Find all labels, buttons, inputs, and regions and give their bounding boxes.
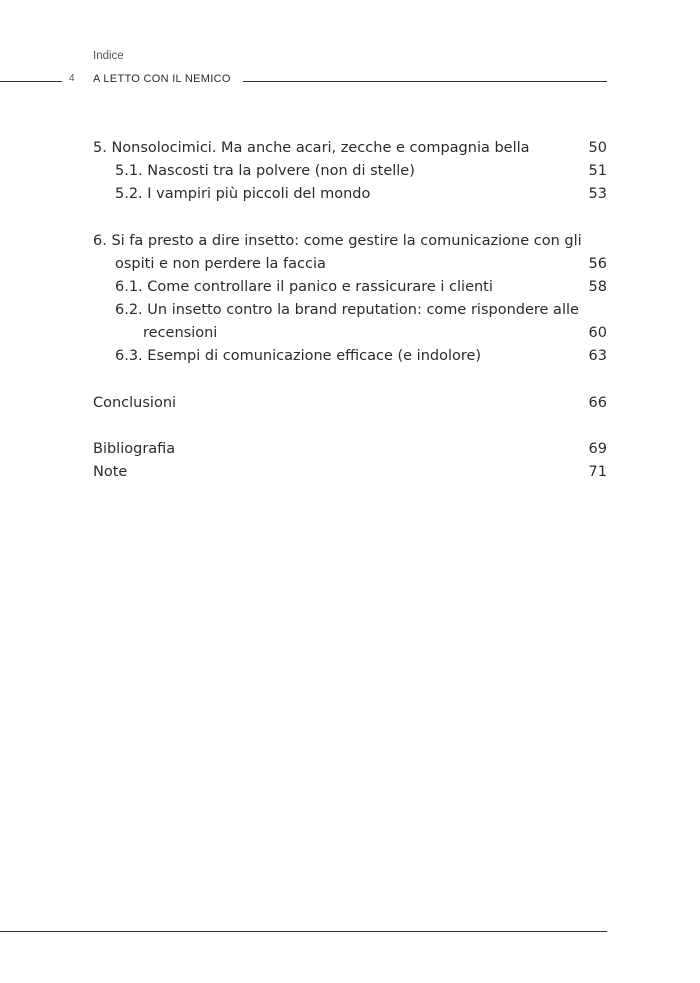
toc-entry-chapter-6[interactable] xyxy=(0,230,700,252)
toc-entry-section-6-1[interactable] xyxy=(0,276,700,298)
toc-entry-page: 58 xyxy=(588,279,607,295)
toc-entry-page: 71 xyxy=(588,464,607,480)
toc-entry-title: 6.2. Un insetto contro la brand reputation: come rispondere alle xyxy=(115,302,579,318)
toc-entry-page: 50 xyxy=(588,140,607,156)
header-rule-left xyxy=(0,81,62,82)
toc-entry-title: 6. Si fa presto a dire insetto: come gestire la comunicazione con gli xyxy=(93,233,582,249)
toc-entry-page: 66 xyxy=(588,395,607,411)
toc-entry-title: 5.1. Nascosti tra la polvere (non di stelle) xyxy=(115,163,415,179)
toc-entry-title: Note xyxy=(93,464,128,480)
footer-rule xyxy=(0,931,607,932)
toc-entry-notes[interactable] xyxy=(0,461,700,483)
page-number: 4 xyxy=(69,73,75,84)
toc-entry-title: Conclusioni xyxy=(93,395,177,411)
toc-entry-chapter-5[interactable] xyxy=(0,137,700,159)
toc-entry-title: 5.2. I vampiri più piccoli del mondo xyxy=(115,186,371,202)
toc-entry-section-6-2-cont[interactable] xyxy=(0,322,700,344)
toc-entry-section-5-1[interactable] xyxy=(0,160,700,182)
toc-entry-title: 5. Nonsolocimici. Ma anche acari, zecche e compagnia bella xyxy=(93,140,530,156)
toc-entry-page: 63 xyxy=(588,348,607,364)
header-rule-right xyxy=(243,81,607,82)
toc-entry-section-6-3[interactable] xyxy=(0,345,700,367)
toc-entry-title: Bibliografia xyxy=(93,441,176,457)
toc-entry-page: 60 xyxy=(588,325,607,341)
toc-entry-section-6-2[interactable] xyxy=(0,299,700,321)
running-header-section: Indice xyxy=(93,50,124,62)
toc-entry-bibliography[interactable] xyxy=(0,438,700,460)
running-header-title: A LETTO CON IL NEMICO xyxy=(93,73,231,85)
toc-entry-section-5-2[interactable] xyxy=(0,183,700,205)
toc-entry-title: recensioni xyxy=(143,325,218,341)
toc-entry-chapter-6-cont[interactable] xyxy=(0,253,700,275)
toc-entry-page: 53 xyxy=(588,186,607,202)
toc-entry-title: 6.3. Esempi di comunicazione efficace (e indolore) xyxy=(115,348,482,364)
toc-entry-title: 6.1. Come controllare il panico e rassicurare i clienti xyxy=(115,279,493,295)
toc-entry-page: 51 xyxy=(588,163,607,179)
toc-entry-page: 69 xyxy=(588,441,607,457)
toc-entry-page: 56 xyxy=(588,256,607,272)
toc-entry-title: ospiti e non perdere la faccia xyxy=(115,256,326,272)
toc-entry-conclusions[interactable] xyxy=(0,392,700,414)
